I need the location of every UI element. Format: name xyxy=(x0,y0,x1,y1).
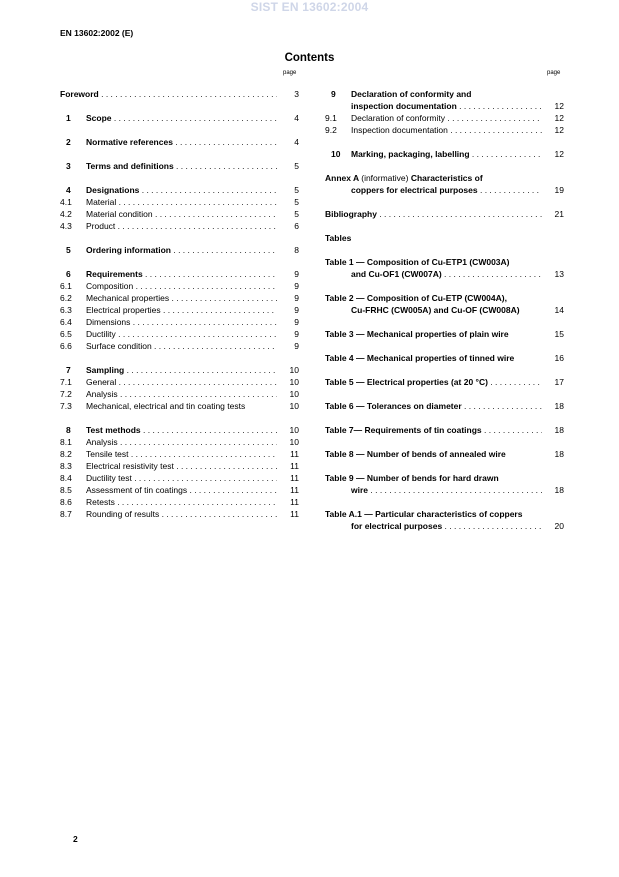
toc-entry[interactable] xyxy=(325,232,564,244)
toc-entry[interactable] xyxy=(325,172,564,184)
toc-entry-label: Table 2 — Composition of Cu-ETP (CW004A), xyxy=(325,293,507,303)
toc-entry-number: 6.3 xyxy=(60,305,72,315)
toc-entry-label: wire . . . xyxy=(351,484,542,496)
toc-entry[interactable] xyxy=(60,160,299,172)
toc-entry-number: 9.2 xyxy=(325,125,337,135)
toc-entry[interactable] xyxy=(60,196,299,208)
toc-entry-page: 8 xyxy=(294,245,299,255)
toc-entry[interactable] xyxy=(325,424,564,436)
toc-entry-page: 11 xyxy=(290,509,299,519)
toc-entry[interactable] xyxy=(60,388,299,400)
toc-entry[interactable] xyxy=(325,520,564,532)
toc-entry-number: 6.2 xyxy=(60,293,72,303)
toc-entry-number: 1 xyxy=(66,113,71,123)
toc-entry-label: Retests . . . xyxy=(86,496,277,508)
toc-entry-page: 9 xyxy=(294,281,299,291)
toc-entry[interactable] xyxy=(60,460,299,472)
toc-entry-page: 21 xyxy=(554,209,564,219)
toc-spacer xyxy=(325,316,564,328)
toc-entry[interactable] xyxy=(60,280,299,292)
toc-entry[interactable] xyxy=(60,448,299,460)
toc-entry-number: 8 xyxy=(66,425,71,435)
toc-entry[interactable] xyxy=(60,184,299,196)
toc-entry-label: coppers for electrical purposes . . . xyxy=(351,184,542,196)
toc-entry-label: Foreword . . . xyxy=(60,88,277,100)
toc-entry-page: 4 xyxy=(294,137,299,147)
toc-entry-page: 18 xyxy=(554,485,564,495)
toc-entry-label: Declaration of conformity and xyxy=(351,89,472,99)
toc-spacer xyxy=(60,148,299,160)
annex-informative: (informative) xyxy=(361,173,409,183)
toc-spacer xyxy=(60,172,299,184)
toc-entry-number: 8.2 xyxy=(60,449,72,459)
toc-entry[interactable] xyxy=(325,484,564,496)
toc-entry-label: Requirements . . . xyxy=(86,268,277,280)
toc-spacer xyxy=(60,100,299,112)
toc-entry[interactable] xyxy=(60,340,299,352)
toc-entry-label: Marking, packaging, labelling . . . xyxy=(351,148,542,160)
toc-entry-page: 10 xyxy=(289,377,299,387)
toc-entry-page: 9 xyxy=(294,305,299,315)
toc-entry[interactable] xyxy=(325,88,564,100)
toc-entry-number: 4.2 xyxy=(60,209,72,219)
page-title: Contents xyxy=(284,52,335,64)
toc-entry-page: 20 xyxy=(554,521,564,531)
toc-entry-label: Dimensions . . . xyxy=(86,316,277,328)
toc-entry[interactable] xyxy=(60,472,299,484)
toc-entry-page: 5 xyxy=(294,185,299,195)
toc-entry-page: 11 xyxy=(290,449,299,459)
toc-entry-page: 12 xyxy=(554,125,564,135)
toc-entry-label: Table 4 — Mechanical properties of tinned wire xyxy=(325,353,515,363)
toc-entry[interactable] xyxy=(60,136,299,148)
toc-entry-page: 12 xyxy=(554,113,564,123)
toc-entry-label: and Cu-OF1 (CW007A) . . . xyxy=(351,268,542,280)
toc-entry[interactable] xyxy=(60,220,299,232)
toc-entry-number: 3 xyxy=(66,161,71,171)
toc-entry[interactable] xyxy=(325,448,564,460)
toc-spacer xyxy=(325,496,564,508)
toc-spacer xyxy=(325,220,564,232)
toc-entry[interactable] xyxy=(325,256,564,268)
toc-entry-number: 6.4 xyxy=(60,317,72,327)
toc-entry-label: Analysis . . . xyxy=(86,388,277,400)
toc-spacer xyxy=(325,436,564,448)
toc-entry-label: Bibliography . . . xyxy=(325,208,542,220)
toc-entry[interactable] xyxy=(60,208,299,220)
toc-spacer xyxy=(325,280,564,292)
toc-entry-number: 4 xyxy=(66,185,71,195)
toc-entry-page: 14 xyxy=(554,305,564,315)
toc-entry-page: 16 xyxy=(554,353,564,363)
toc-entry-page: 5 xyxy=(294,209,299,219)
toc-entry-page: 15 xyxy=(554,329,564,339)
toc-entry-page: 11 xyxy=(290,485,299,495)
toc-entry[interactable] xyxy=(325,148,564,160)
toc-entry-number: 6.5 xyxy=(60,329,72,339)
toc-entry-page: 9 xyxy=(294,329,299,339)
toc-entry[interactable] xyxy=(60,304,299,316)
toc-entry-number: 8.7 xyxy=(60,509,72,519)
toc-entry[interactable] xyxy=(60,496,299,508)
toc-entry-page: 9 xyxy=(294,317,299,327)
toc-entry[interactable] xyxy=(60,88,299,100)
toc-entry-page: 10 xyxy=(289,389,299,399)
toc-entry-label: inspection documentation . . . xyxy=(351,100,542,112)
toc-entry-label: Electrical properties . . . xyxy=(86,304,277,316)
toc-entry[interactable] xyxy=(325,208,564,220)
toc-entry-label: Table 8 — Number of bends of annealed wire xyxy=(325,449,506,459)
toc-entry-label: Rounding of results . . . xyxy=(86,508,277,520)
toc-spacer xyxy=(325,244,564,256)
toc-entry-number: 7 xyxy=(66,365,71,375)
toc-spacer xyxy=(60,256,299,268)
toc-entry-label: Table 7— Requirements of tin coatings . . . xyxy=(325,424,542,436)
toc-entry-page: 9 xyxy=(294,341,299,351)
toc-entry-page: 17 xyxy=(554,377,564,387)
toc-entry[interactable] xyxy=(325,304,564,316)
toc-entry-page: 12 xyxy=(554,101,564,111)
toc-entry-page: 18 xyxy=(554,449,564,459)
toc-entry-label: Designations . . . xyxy=(86,184,277,196)
toc-entry-number: 10 xyxy=(331,149,341,159)
toc-left-column xyxy=(60,88,299,520)
toc-entry-page: 6 xyxy=(294,221,299,231)
toc-spacer xyxy=(325,364,564,376)
toc-entry[interactable] xyxy=(60,316,299,328)
toc-entry-page: 13 xyxy=(554,269,564,279)
toc-spacer xyxy=(325,136,564,148)
toc-spacer xyxy=(60,352,299,364)
toc-entry-label: for electrical purposes . . . xyxy=(351,520,542,532)
toc-entry[interactable] xyxy=(60,268,299,280)
toc-entry-label: Sampling . . . xyxy=(86,364,277,376)
toc-entry[interactable] xyxy=(325,508,564,520)
toc-entry-label: Material condition . . . xyxy=(86,208,277,220)
toc-entry-number: 7.3 xyxy=(60,401,72,411)
toc-entry-page: 18 xyxy=(554,401,564,411)
toc-entry-number: 8.5 xyxy=(60,485,72,495)
toc-entry-label: Ductility test . . . xyxy=(86,472,277,484)
toc-entry-number: 8.6 xyxy=(60,497,72,507)
toc-entry-number: 7.1 xyxy=(60,377,72,387)
toc-entry-page: 10 xyxy=(289,437,299,447)
toc-entry-label: Analysis . . . xyxy=(86,436,277,448)
page-number: 2 xyxy=(73,834,78,844)
toc-entry-label: Table 9 — Number of bends for hard drawn xyxy=(325,473,499,483)
toc-entry-label: Material . . . xyxy=(86,196,277,208)
toc-spacer xyxy=(60,412,299,424)
toc-entry-label: Tables xyxy=(325,233,352,243)
toc-spacer xyxy=(325,340,564,352)
toc-entry-number: 9.1 xyxy=(325,113,337,123)
document-header: EN 13602:2002 (E) xyxy=(60,28,134,38)
toc-right-column xyxy=(325,88,564,532)
toc-entry-number: 6.6 xyxy=(60,341,72,351)
toc-entry-page: 10 xyxy=(289,425,299,435)
toc-entry-label: Composition . . . xyxy=(86,280,277,292)
toc-entry[interactable] xyxy=(325,100,564,112)
toc-entry[interactable] xyxy=(325,124,564,136)
toc-entry-label: Table A.1 — Particular characteristics of coppers xyxy=(325,509,523,519)
toc-entry-label: Declaration of conformity . . . xyxy=(351,112,542,124)
toc-entry-page: 10 xyxy=(289,365,299,375)
page-column-label-right: page xyxy=(547,70,561,76)
toc-entry-label: Product . . . xyxy=(86,220,277,232)
toc-entry-number: 7.2 xyxy=(60,389,72,399)
toc-entry[interactable] xyxy=(60,484,299,496)
toc-entry[interactable] xyxy=(60,292,299,304)
toc-entry-number: 5 xyxy=(66,245,71,255)
toc-entry-label: Mechanical properties . . . xyxy=(86,292,277,304)
toc-entry[interactable] xyxy=(60,376,299,388)
toc-spacer xyxy=(325,412,564,424)
toc-entry[interactable] xyxy=(60,244,299,256)
toc-entry-number: 9 xyxy=(331,89,336,99)
toc-entry-number: 6.1 xyxy=(60,281,72,291)
toc-entry[interactable] xyxy=(325,400,564,412)
toc-entry[interactable] xyxy=(60,364,299,376)
toc-entry-page: 11 xyxy=(290,497,299,507)
toc-entry-label xyxy=(325,172,542,184)
toc-entry-label: Table 3 — Mechanical properties of plain wire xyxy=(325,329,509,339)
toc-entry[interactable] xyxy=(60,508,299,520)
toc-entry-number: 8.1 xyxy=(60,437,72,447)
toc-entry-number: 6 xyxy=(66,269,71,279)
toc-entry-label: Electrical resistivity test . . . xyxy=(86,460,277,472)
toc-spacer xyxy=(325,460,564,472)
toc-spacer xyxy=(325,388,564,400)
toc-entry[interactable] xyxy=(325,352,564,364)
toc-entry[interactable] xyxy=(60,112,299,124)
toc-entry-label: Surface condition . . . xyxy=(86,340,277,352)
toc-entry[interactable] xyxy=(325,112,564,124)
toc-entry-number: 2 xyxy=(66,137,71,147)
toc-entry-label: Normative references . . . xyxy=(86,136,277,148)
toc-entry-page: 18 xyxy=(554,425,564,435)
toc-spacer xyxy=(325,196,564,208)
toc-entry-label: Table 1 — Composition of Cu-ETP1 (CW003A) xyxy=(325,257,510,267)
toc-entry-label: Inspection documentation . . . xyxy=(351,124,542,136)
toc-entry-page: 11 xyxy=(290,461,299,471)
toc-entry-number: 4.1 xyxy=(60,197,72,207)
toc-entry-label: Test methods . . . xyxy=(86,424,277,436)
toc-entry-page: 9 xyxy=(294,293,299,303)
toc-entry[interactable] xyxy=(60,436,299,448)
toc-entry-label: Tensile test . . . xyxy=(86,448,277,460)
toc-entry-label: Ordering information . . . xyxy=(86,244,277,256)
toc-entry-label: Cu-FRHC (CW005A) and Cu-OF (CW008A) xyxy=(351,305,520,315)
toc-entry[interactable] xyxy=(325,376,564,388)
toc-entry[interactable] xyxy=(325,472,564,484)
toc-entry-page: 19 xyxy=(554,185,564,195)
toc-entry-page: 5 xyxy=(294,161,299,171)
toc-entry-label: Mechanical, electrical and tin coating tests xyxy=(86,401,246,411)
toc-entry-label: Table 6 — Tolerances on diameter . . . xyxy=(325,400,542,412)
toc-entry-number: 4.3 xyxy=(60,221,72,231)
annex-title: Characteristics of xyxy=(410,173,483,183)
toc-spacer xyxy=(325,160,564,172)
toc-entry-page: 4 xyxy=(294,113,299,123)
toc-entry-label: Scope . . . xyxy=(86,112,277,124)
toc-entry[interactable] xyxy=(325,184,564,196)
toc-entry-page: 3 xyxy=(294,89,299,99)
toc-entry-label: Assessment of tin coatings . . . xyxy=(86,484,277,496)
toc-entry-label: Terms and definitions . . . xyxy=(86,160,277,172)
toc-entry-label: Table 5 — Electrical properties (at 20 °C) . . . xyxy=(325,376,542,388)
toc-entry-page: 11 xyxy=(290,473,299,483)
toc-entry-number: 8.3 xyxy=(60,461,72,471)
annex-prefix: Annex A xyxy=(325,173,359,183)
toc-entry-label: Ductility . . . xyxy=(86,328,277,340)
toc-entry[interactable] xyxy=(325,268,564,280)
toc-entry[interactable] xyxy=(325,292,564,304)
toc-entry-page: 9 xyxy=(294,269,299,279)
toc-entry[interactable] xyxy=(325,328,564,340)
toc-entry[interactable] xyxy=(60,424,299,436)
toc-entry-page: 5 xyxy=(294,197,299,207)
toc-entry-page: 10 xyxy=(289,401,299,411)
toc-entry[interactable] xyxy=(60,328,299,340)
toc-spacer xyxy=(60,124,299,136)
watermark: SIST EN 13602:2004 xyxy=(250,0,369,14)
toc-entry[interactable] xyxy=(60,400,299,412)
toc-entry-page: 12 xyxy=(554,149,564,159)
toc-entry-number: 8.4 xyxy=(60,473,72,483)
toc-entry-label: General . . . xyxy=(86,376,277,388)
toc-spacer xyxy=(60,232,299,244)
page-column-label-left: page xyxy=(283,70,297,76)
